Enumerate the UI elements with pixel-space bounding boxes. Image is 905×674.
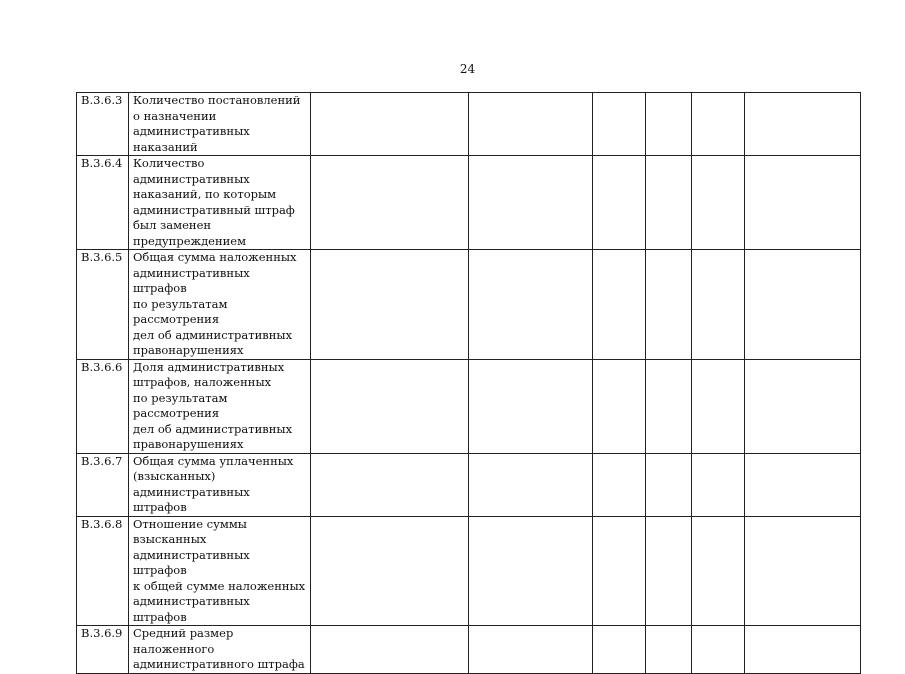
row-description: Количество административных наказаний, по которым административный штраф был заменен предупреждением	[129, 156, 311, 250]
row-description: Количество постановлений о назначении административных наказаний	[129, 93, 311, 156]
empty-cell	[311, 250, 469, 360]
empty-cell	[646, 516, 692, 626]
table-row	[77, 626, 861, 674]
empty-cell	[646, 93, 692, 156]
empty-cell	[593, 626, 646, 674]
row-code: В.3.6.7	[77, 453, 129, 516]
empty-cell	[692, 93, 745, 156]
empty-cell	[593, 250, 646, 360]
empty-cell	[692, 359, 745, 453]
empty-cell	[469, 359, 593, 453]
row-code: В.3.6.4	[77, 156, 129, 250]
empty-cell	[311, 359, 469, 453]
indicators-table	[76, 92, 861, 674]
empty-cell	[692, 156, 745, 250]
empty-cell	[593, 516, 646, 626]
row-description: Отношение суммы взысканных административных штрафов к общей сумме наложенных административных штрафов	[129, 516, 311, 626]
empty-cell	[692, 250, 745, 360]
empty-cell	[646, 453, 692, 516]
empty-cell	[593, 93, 646, 156]
row-code: В.3.6.3	[77, 93, 129, 156]
empty-cell	[593, 453, 646, 516]
empty-cell	[311, 626, 469, 674]
empty-cell	[745, 453, 861, 516]
table-row	[77, 250, 861, 360]
empty-cell	[469, 453, 593, 516]
empty-cell	[692, 516, 745, 626]
table-row	[77, 453, 861, 516]
row-code: В.3.6.5	[77, 250, 129, 360]
row-description: Средний размер наложенного административного штрафа	[129, 626, 311, 674]
empty-cell	[646, 156, 692, 250]
empty-cell	[311, 93, 469, 156]
empty-cell	[646, 250, 692, 360]
empty-cell	[469, 250, 593, 360]
empty-cell	[311, 156, 469, 250]
row-code: В.3.6.6	[77, 359, 129, 453]
empty-cell	[745, 516, 861, 626]
empty-cell	[311, 516, 469, 626]
empty-cell	[745, 359, 861, 453]
empty-cell	[646, 359, 692, 453]
row-description: Доля административных штрафов, наложенных по результатам рассмотрения дел об административных правонарушениях	[129, 359, 311, 453]
table-row	[77, 93, 861, 156]
empty-cell	[593, 359, 646, 453]
row-description: Общая сумма уплаченных (взысканных) административных штрафов	[129, 453, 311, 516]
empty-cell	[692, 453, 745, 516]
empty-cell	[593, 156, 646, 250]
empty-cell	[745, 250, 861, 360]
row-description: Общая сумма наложенных административных штрафов по результатам рассмотрения дел об административных правонарушениях	[129, 250, 311, 360]
table-row	[77, 359, 861, 453]
empty-cell	[692, 626, 745, 674]
row-code: В.3.6.8	[77, 516, 129, 626]
empty-cell	[646, 626, 692, 674]
empty-cell	[469, 516, 593, 626]
empty-cell	[469, 93, 593, 156]
empty-cell	[469, 626, 593, 674]
empty-cell	[745, 93, 861, 156]
empty-cell	[311, 453, 469, 516]
empty-cell	[745, 156, 861, 250]
row-code: В.3.6.9	[77, 626, 129, 674]
table-row	[77, 156, 861, 250]
page-number: 24	[459, 62, 476, 76]
empty-cell	[745, 626, 861, 674]
empty-cell	[469, 156, 593, 250]
table-row	[77, 516, 861, 626]
